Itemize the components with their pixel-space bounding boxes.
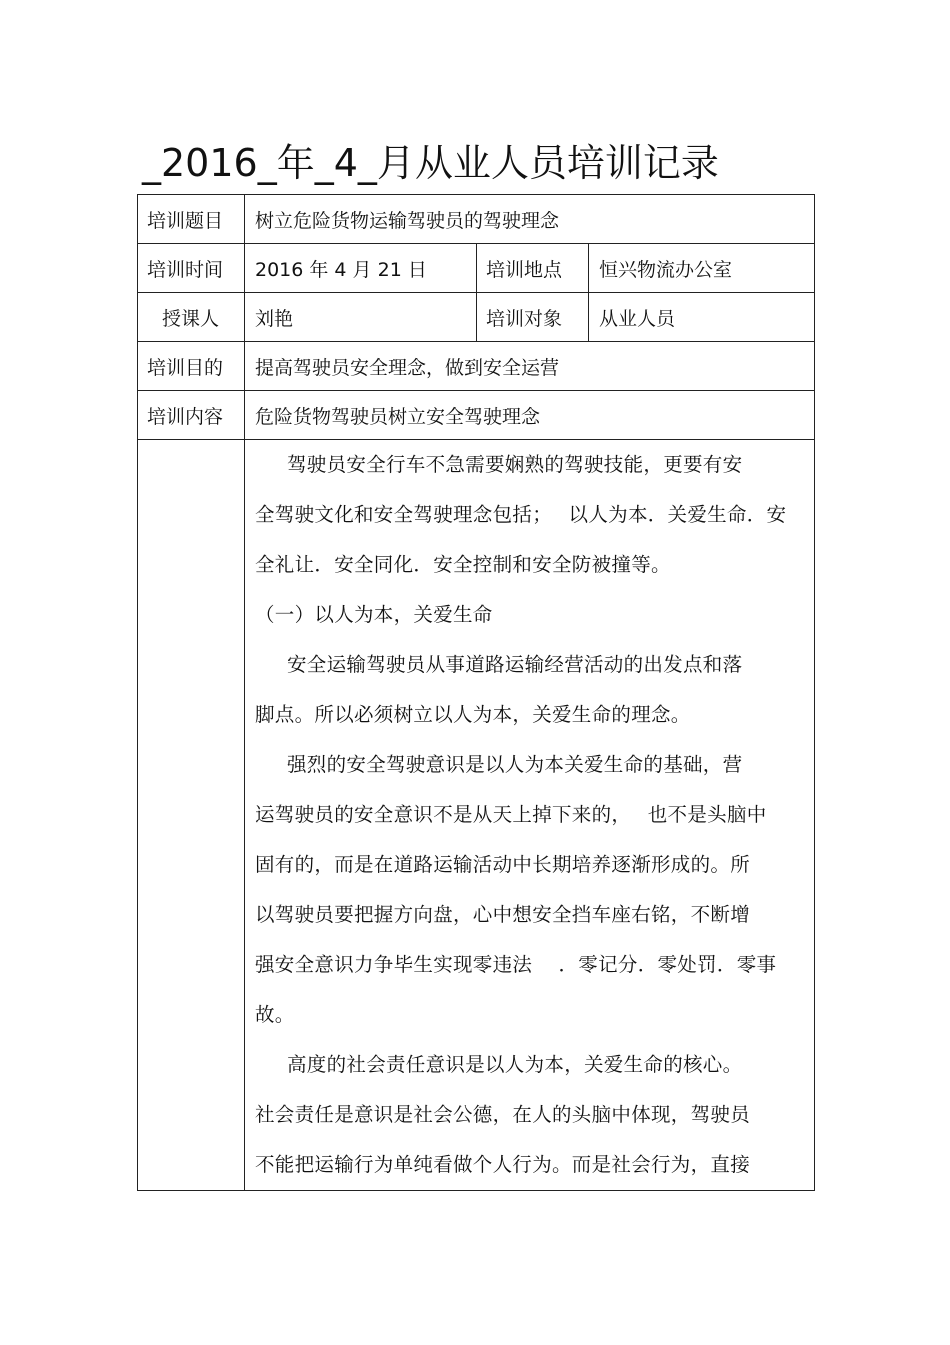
audience-value: 从业人员 — [589, 293, 815, 342]
topic-label: 培训题目 — [138, 195, 245, 244]
page-title: _2016_年_4_月从业人员培训记录 — [142, 141, 719, 185]
lecturer-value: 刘艳 — [245, 293, 477, 342]
time-label: 培训时间 — [138, 244, 245, 293]
body-line: 以驾驶员要把握方向盘，心中想安全挡车座右铭，不断增 — [255, 903, 751, 926]
body-line: 强安全意识力争毕生实现零违法 ．零记分．零处罚．零事 — [255, 953, 777, 976]
body-line: 全礼让．安全同化．安全控制和安全防被撞等。 — [255, 553, 671, 576]
body-line: 故。 — [255, 1003, 295, 1026]
body-line: 安全运输驾驶员从事道路运输经营活动的出发点和落 — [287, 653, 743, 676]
training-record-table — [137, 194, 815, 1191]
body-label-cell — [138, 440, 245, 1191]
body-line: 强烈的安全驾驶意识是以人为本关爱生命的基础，营 — [287, 753, 743, 776]
content-label: 培训内容 — [138, 391, 245, 440]
body-line: 固有的，而是在道路运输活动中长期培养逐渐形成的。所 — [255, 853, 751, 876]
lecturer-label: 授课人 — [138, 293, 245, 342]
body-line: 高度的社会责任意识是以人为本，关爱生命的核心。 — [287, 1053, 743, 1076]
body-line: 运驾驶员的安全意识不是从天上掉下来的， 也不是头脑中 — [255, 803, 767, 826]
body-line: 驾驶员安全行车不急需要娴熟的驾驶技能，更要有安 — [287, 453, 743, 476]
table-row-purpose — [138, 342, 815, 391]
table-row-lecturer — [138, 293, 815, 342]
time-value: 2016 年 4 月 21 日 — [245, 244, 477, 293]
place-label: 培训地点 — [477, 244, 589, 293]
table-row-topic — [138, 195, 815, 244]
body-line: （一）以人为本，关爱生命 — [255, 603, 493, 626]
table-row-body — [138, 440, 815, 1191]
table-row-content — [138, 391, 815, 440]
topic-value: 树立危险货物运输驾驶员的驾驶理念 — [245, 195, 815, 244]
purpose-label: 培训目的 — [138, 342, 245, 391]
purpose-value: 提高驾驶员安全理念，做到安全运营 — [245, 342, 815, 391]
body-line: 脚点。所以必须树立以人为本，关爱生命的理念。 — [255, 703, 691, 726]
body-line: 不能把运输行为单纯看做个人行为。而是社会行为，直接 — [255, 1153, 751, 1176]
body-text-cell — [245, 440, 815, 1191]
place-value: 恒兴物流办公室 — [589, 244, 815, 293]
content-value: 危险货物驾驶员树立安全驾驶理念 — [245, 391, 815, 440]
table-row-time — [138, 244, 815, 293]
body-line: 社会责任是意识是社会公德，在人的头脑中体现，驾驶员 — [255, 1103, 751, 1126]
audience-label: 培训对象 — [477, 293, 589, 342]
body-line: 全驾驶文化和安全驾驶理念包括； 以人为本．关爱生命．安 — [255, 503, 787, 526]
